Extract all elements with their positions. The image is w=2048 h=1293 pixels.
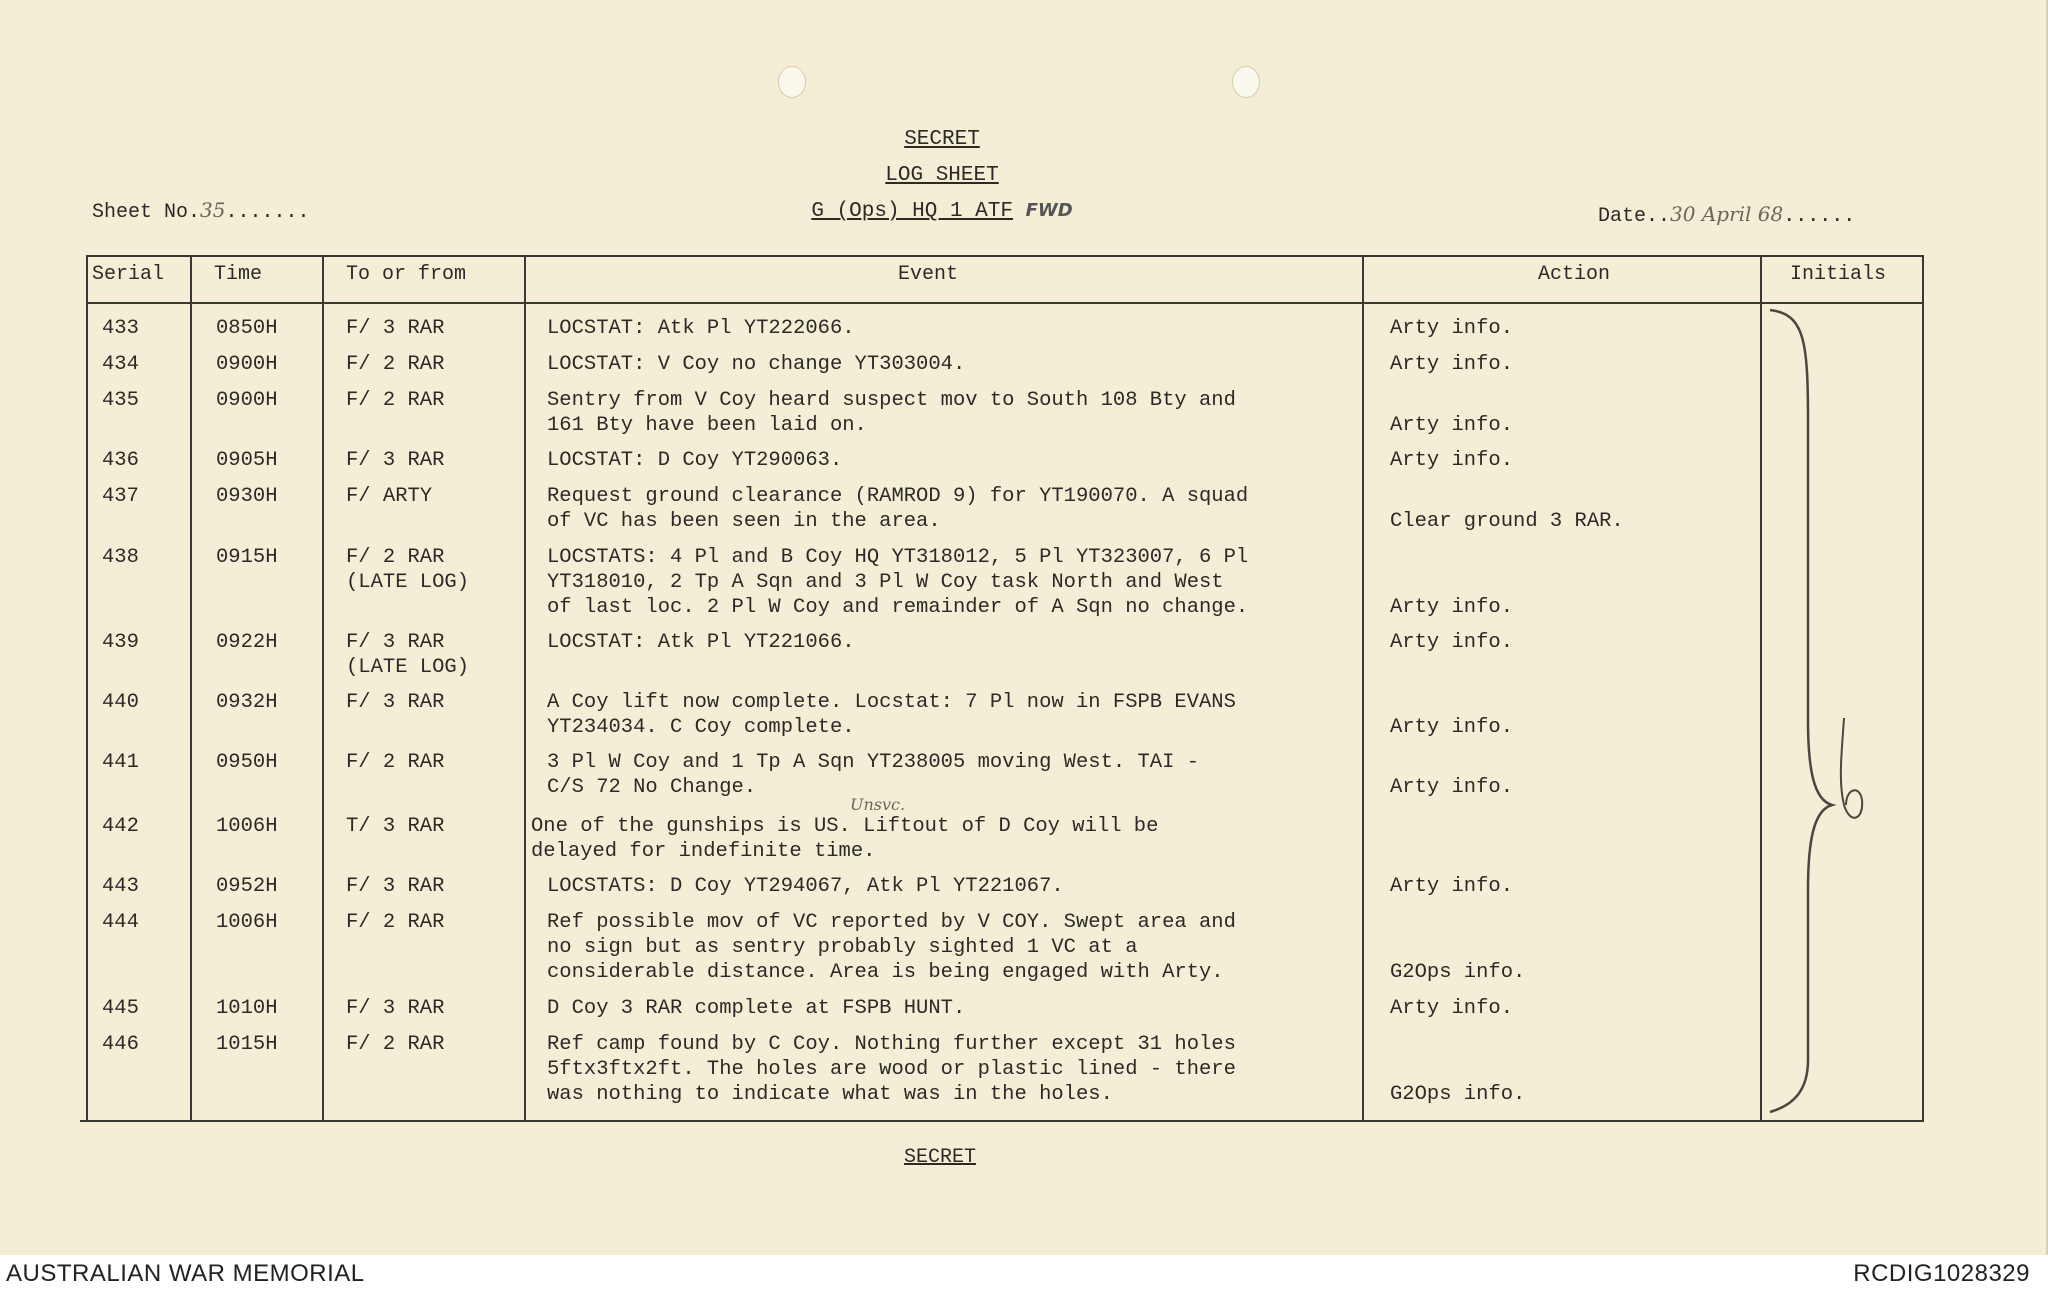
to-from-cell: F/ 3 RAR	[346, 691, 445, 714]
time-cell: 1006H	[216, 815, 278, 838]
serial-cell: 435	[102, 389, 139, 412]
serial-cell: 433	[102, 317, 139, 340]
punch-hole-right	[1232, 66, 1260, 98]
handwritten-annotation: Unsvc.	[850, 795, 906, 814]
action-cell: G2Ops info.	[1390, 1083, 1526, 1106]
to-from-cell: T/ 3 RAR	[346, 815, 445, 838]
classification-bottom: SECRET	[904, 1146, 977, 1169]
time-cell: 1010H	[216, 997, 278, 1020]
to-from-cell: F/ 2 RAR	[346, 751, 445, 774]
event-cell: LOCSTAT: Atk Pl YT222066.	[547, 317, 855, 340]
column-header-action: Action	[1538, 263, 1611, 286]
event-cell: 3 Pl W Coy and 1 Tp A Sqn YT238005 moving West. TAI - C/S 72 No Change.	[547, 751, 1200, 799]
time-cell: 0905H	[216, 449, 278, 472]
event-cell: LOCSTAT: D Coy YT290063.	[547, 449, 843, 472]
column-header-initials: Initials	[1790, 263, 1887, 286]
to-from-cell: F/ 3 RAR (LATE LOG)	[346, 631, 470, 679]
to-from-cell: F/ 2 RAR (LATE LOG)	[346, 546, 470, 594]
action-cell: Clear ground 3 RAR.	[1390, 510, 1624, 533]
action-cell: G2Ops info.	[1390, 961, 1526, 984]
unit-line: G (Ops) HQ 1 ATF FWD	[811, 200, 1073, 223]
event-cell: Sentry from V Coy heard suspect mov to South 108 Bty and 161 Bty have been laid on.	[547, 389, 1236, 437]
time-cell: 0850H	[216, 317, 278, 340]
serial-cell: 444	[102, 911, 139, 934]
time-cell: 0922H	[216, 631, 278, 654]
event-cell: Ref camp found by C Coy. Nothing further except 31 holes 5ftx3ftx2ft. The holes are wood or plastic lined - there was nothing to indicate what was in the holes.	[547, 1033, 1236, 1106]
action-cell: Arty info.	[1390, 631, 1514, 654]
serial-cell: 436	[102, 449, 139, 472]
to-from-cell: F/ 2 RAR	[346, 353, 445, 376]
serial-cell: 442	[102, 815, 139, 838]
serial-cell: 439	[102, 631, 139, 654]
event-cell: LOCSTAT: Atk Pl YT221066.	[547, 631, 855, 654]
to-from-cell: F/ 3 RAR	[346, 317, 445, 340]
event-cell: Ref possible mov of VC reported by V COY. Swept area and no sign but as sentry probably sighted 1 VC at a considerable distance. Area is being engaged with Arty.	[547, 911, 1236, 984]
archive-credit: AUSTRALIAN WAR MEMORIAL	[6, 1260, 365, 1287]
time-cell: 0932H	[216, 691, 278, 714]
time-cell: 1015H	[216, 1033, 278, 1056]
to-from-cell: F/ 2 RAR	[346, 1033, 445, 1056]
column-header-serial: Serial	[92, 263, 165, 286]
serial-cell: 434	[102, 353, 139, 376]
column-header-to-or-from: To or from	[346, 263, 467, 286]
event-cell: D Coy 3 RAR complete at FSPB HUNT.	[547, 997, 966, 1020]
column-header-event: Event	[898, 263, 959, 286]
column-header-time: Time	[214, 263, 263, 286]
classification-top: SECRET	[904, 128, 980, 151]
punch-hole-left	[778, 66, 806, 98]
action-cell: Arty info.	[1390, 317, 1514, 340]
action-cell: Arty info.	[1390, 716, 1514, 739]
event-cell: Request ground clearance (RAMROD 9) for YT190070. A squad of VC has been seen in the area.	[547, 485, 1249, 533]
serial-cell: 443	[102, 875, 139, 898]
time-cell: 0900H	[216, 353, 278, 376]
document-title: LOG SHEET	[885, 164, 999, 187]
event-cell: LOCSTAT: V Coy no change YT303004.	[547, 353, 966, 376]
serial-cell: 437	[102, 485, 139, 508]
time-cell: 1006H	[216, 911, 278, 934]
to-from-cell: F/ 2 RAR	[346, 389, 445, 412]
serial-cell: 438	[102, 546, 139, 569]
to-from-cell: F/ 3 RAR	[346, 449, 445, 472]
to-from-cell: F/ 2 RAR	[346, 911, 445, 934]
time-cell: 0930H	[216, 485, 278, 508]
archive-reference: RCDIG1028329	[1853, 1260, 2030, 1287]
action-cell: Arty info.	[1390, 875, 1514, 898]
action-cell: Arty info.	[1390, 414, 1514, 437]
serial-cell: 440	[102, 691, 139, 714]
action-cell: Arty info.	[1390, 449, 1514, 472]
to-from-cell: F/ 3 RAR	[346, 997, 445, 1020]
event-cell: LOCSTATS: D Coy YT294067, Atk Pl YT221067.	[547, 875, 1064, 898]
to-from-cell: F/ 3 RAR	[346, 875, 445, 898]
event-cell: LOCSTATS: 4 Pl and B Coy HQ YT318012, 5 Pl YT323007, 6 Pl YT318010, 2 Tp A Sqn and 3 Pl W Coy task North and West of last loc. 2 Pl W Coy and remainder of A Sqn no change.	[547, 546, 1249, 619]
event-cell: One of the gunships is US. Liftout of D Coy will be delayed for indefinite time.	[531, 815, 1159, 863]
time-cell: 0950H	[216, 751, 278, 774]
initials-brace-icon	[1764, 300, 1884, 1120]
date-field: Date..30 April 68......	[1598, 202, 1856, 228]
serial-cell: 446	[102, 1033, 139, 1056]
serial-cell: 441	[102, 751, 139, 774]
event-cell: A Coy lift now complete. Locstat: 7 Pl now in FSPB EVANS YT234034. C Coy complete.	[547, 691, 1236, 739]
sheet-number: Sheet No.35.......	[92, 198, 310, 224]
time-cell: 0900H	[216, 389, 278, 412]
action-cell: Arty info.	[1390, 596, 1514, 619]
to-from-cell: F/ ARTY	[346, 485, 433, 508]
unit-handwritten: FWD	[1025, 200, 1073, 221]
serial-cell: 445	[102, 997, 139, 1020]
action-cell: Arty info.	[1390, 776, 1514, 799]
action-cell: Arty info.	[1390, 353, 1514, 376]
time-cell: 0952H	[216, 875, 278, 898]
time-cell: 0915H	[216, 546, 278, 569]
action-cell: Arty info.	[1390, 997, 1514, 1020]
